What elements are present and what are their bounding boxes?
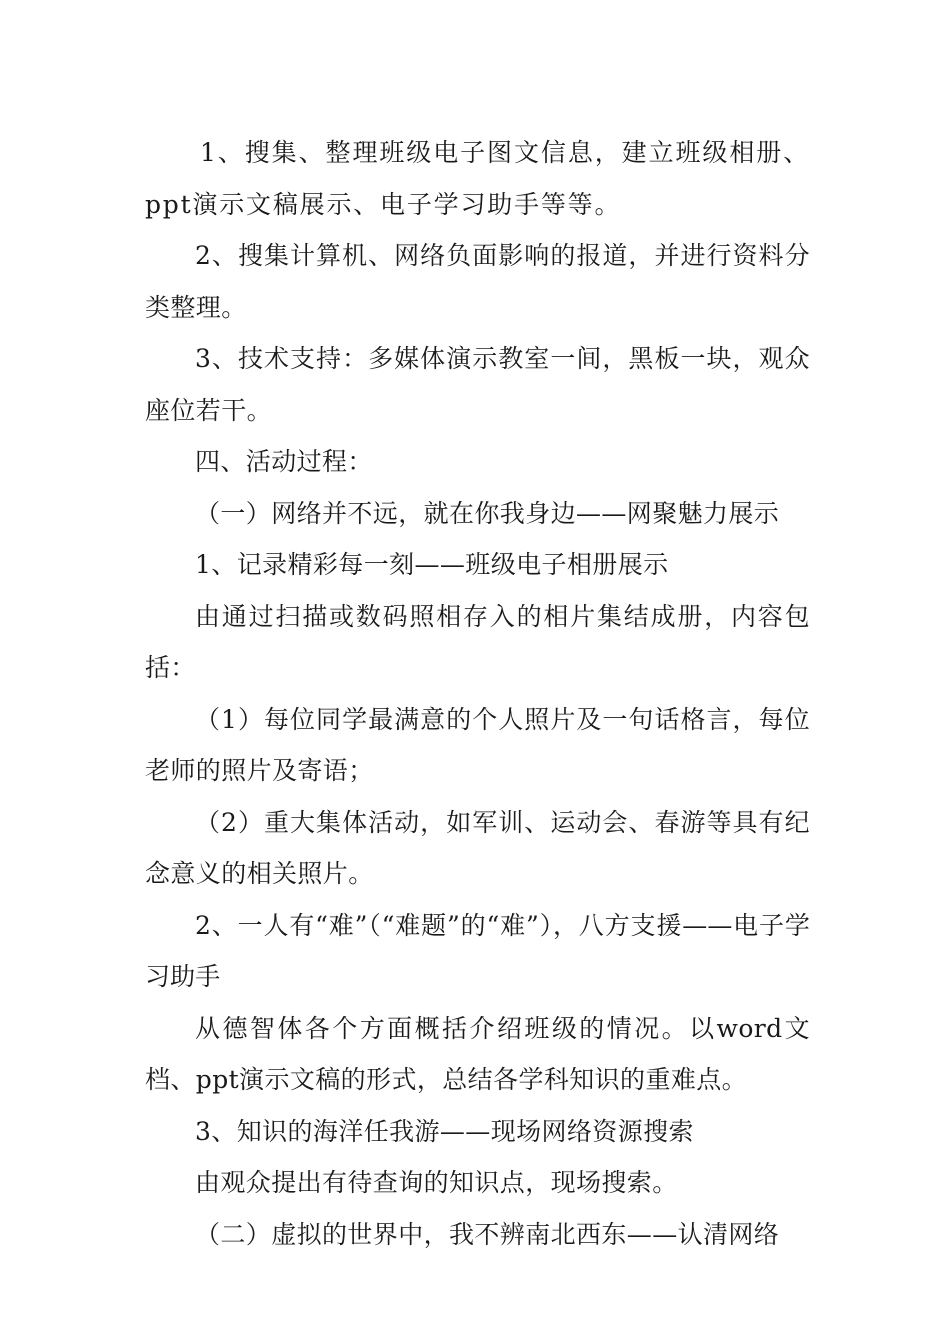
paragraph-study-helper: 从德智体各个方面概括介绍班级的情况。以word文档、ppt演示文稿的形式，总结各学科知识的重难点。 xyxy=(145,1013,810,1094)
paragraph-resource-search: 由观众提出有待查询的知识点，现场搜索。 xyxy=(195,1168,678,1197)
paragraph-preparation-2: 2、搜集计算机、网络负面影响的报道，并进行资料分类整理。 xyxy=(145,241,810,322)
subsection-heading-1: （一）网络并不远，就在你我身边——网聚魅力展示 xyxy=(195,498,780,528)
item-heading-resource-search: 3、知识的海洋任我游——现场网络资源搜索 xyxy=(195,1116,694,1146)
paragraph-album-content-2: （2）重大集体活动，如军训、运动会、春游等具有纪念意义的相关照片。 xyxy=(145,807,810,888)
document-body xyxy=(145,127,810,1260)
section-heading-activity-process: 四、活动过程： xyxy=(195,447,373,476)
paragraph-preparation-3: 3、技术支持：多媒体演示教室一间，黑板一块，观众座位若干。 xyxy=(145,344,810,425)
paragraph-album-intro: 由通过扫描或数码照相存入的相片集结成册，内容包括： xyxy=(145,601,810,682)
paragraph-preparation-1: 1、搜集、整理班级电子图文信息，建立班级相册、ppt演示文稿展示、电子学习助手等等。 xyxy=(145,138,810,219)
paragraph-album-content-1: （1）每位同学最满意的个人照片及一句话格言，每位老师的照片及寄语； xyxy=(145,704,810,785)
item-heading-photo-album: 1、记录精彩每一刻——班级电子相册展示 xyxy=(195,550,669,579)
item-heading-study-helper: 2、一人有“难”（“难题”的“难”），八方支援——电子学习助手 xyxy=(145,910,810,991)
subsection-heading-2: （二）虚拟的世界中，我不辨南北西东——认清网络 xyxy=(195,1219,780,1249)
